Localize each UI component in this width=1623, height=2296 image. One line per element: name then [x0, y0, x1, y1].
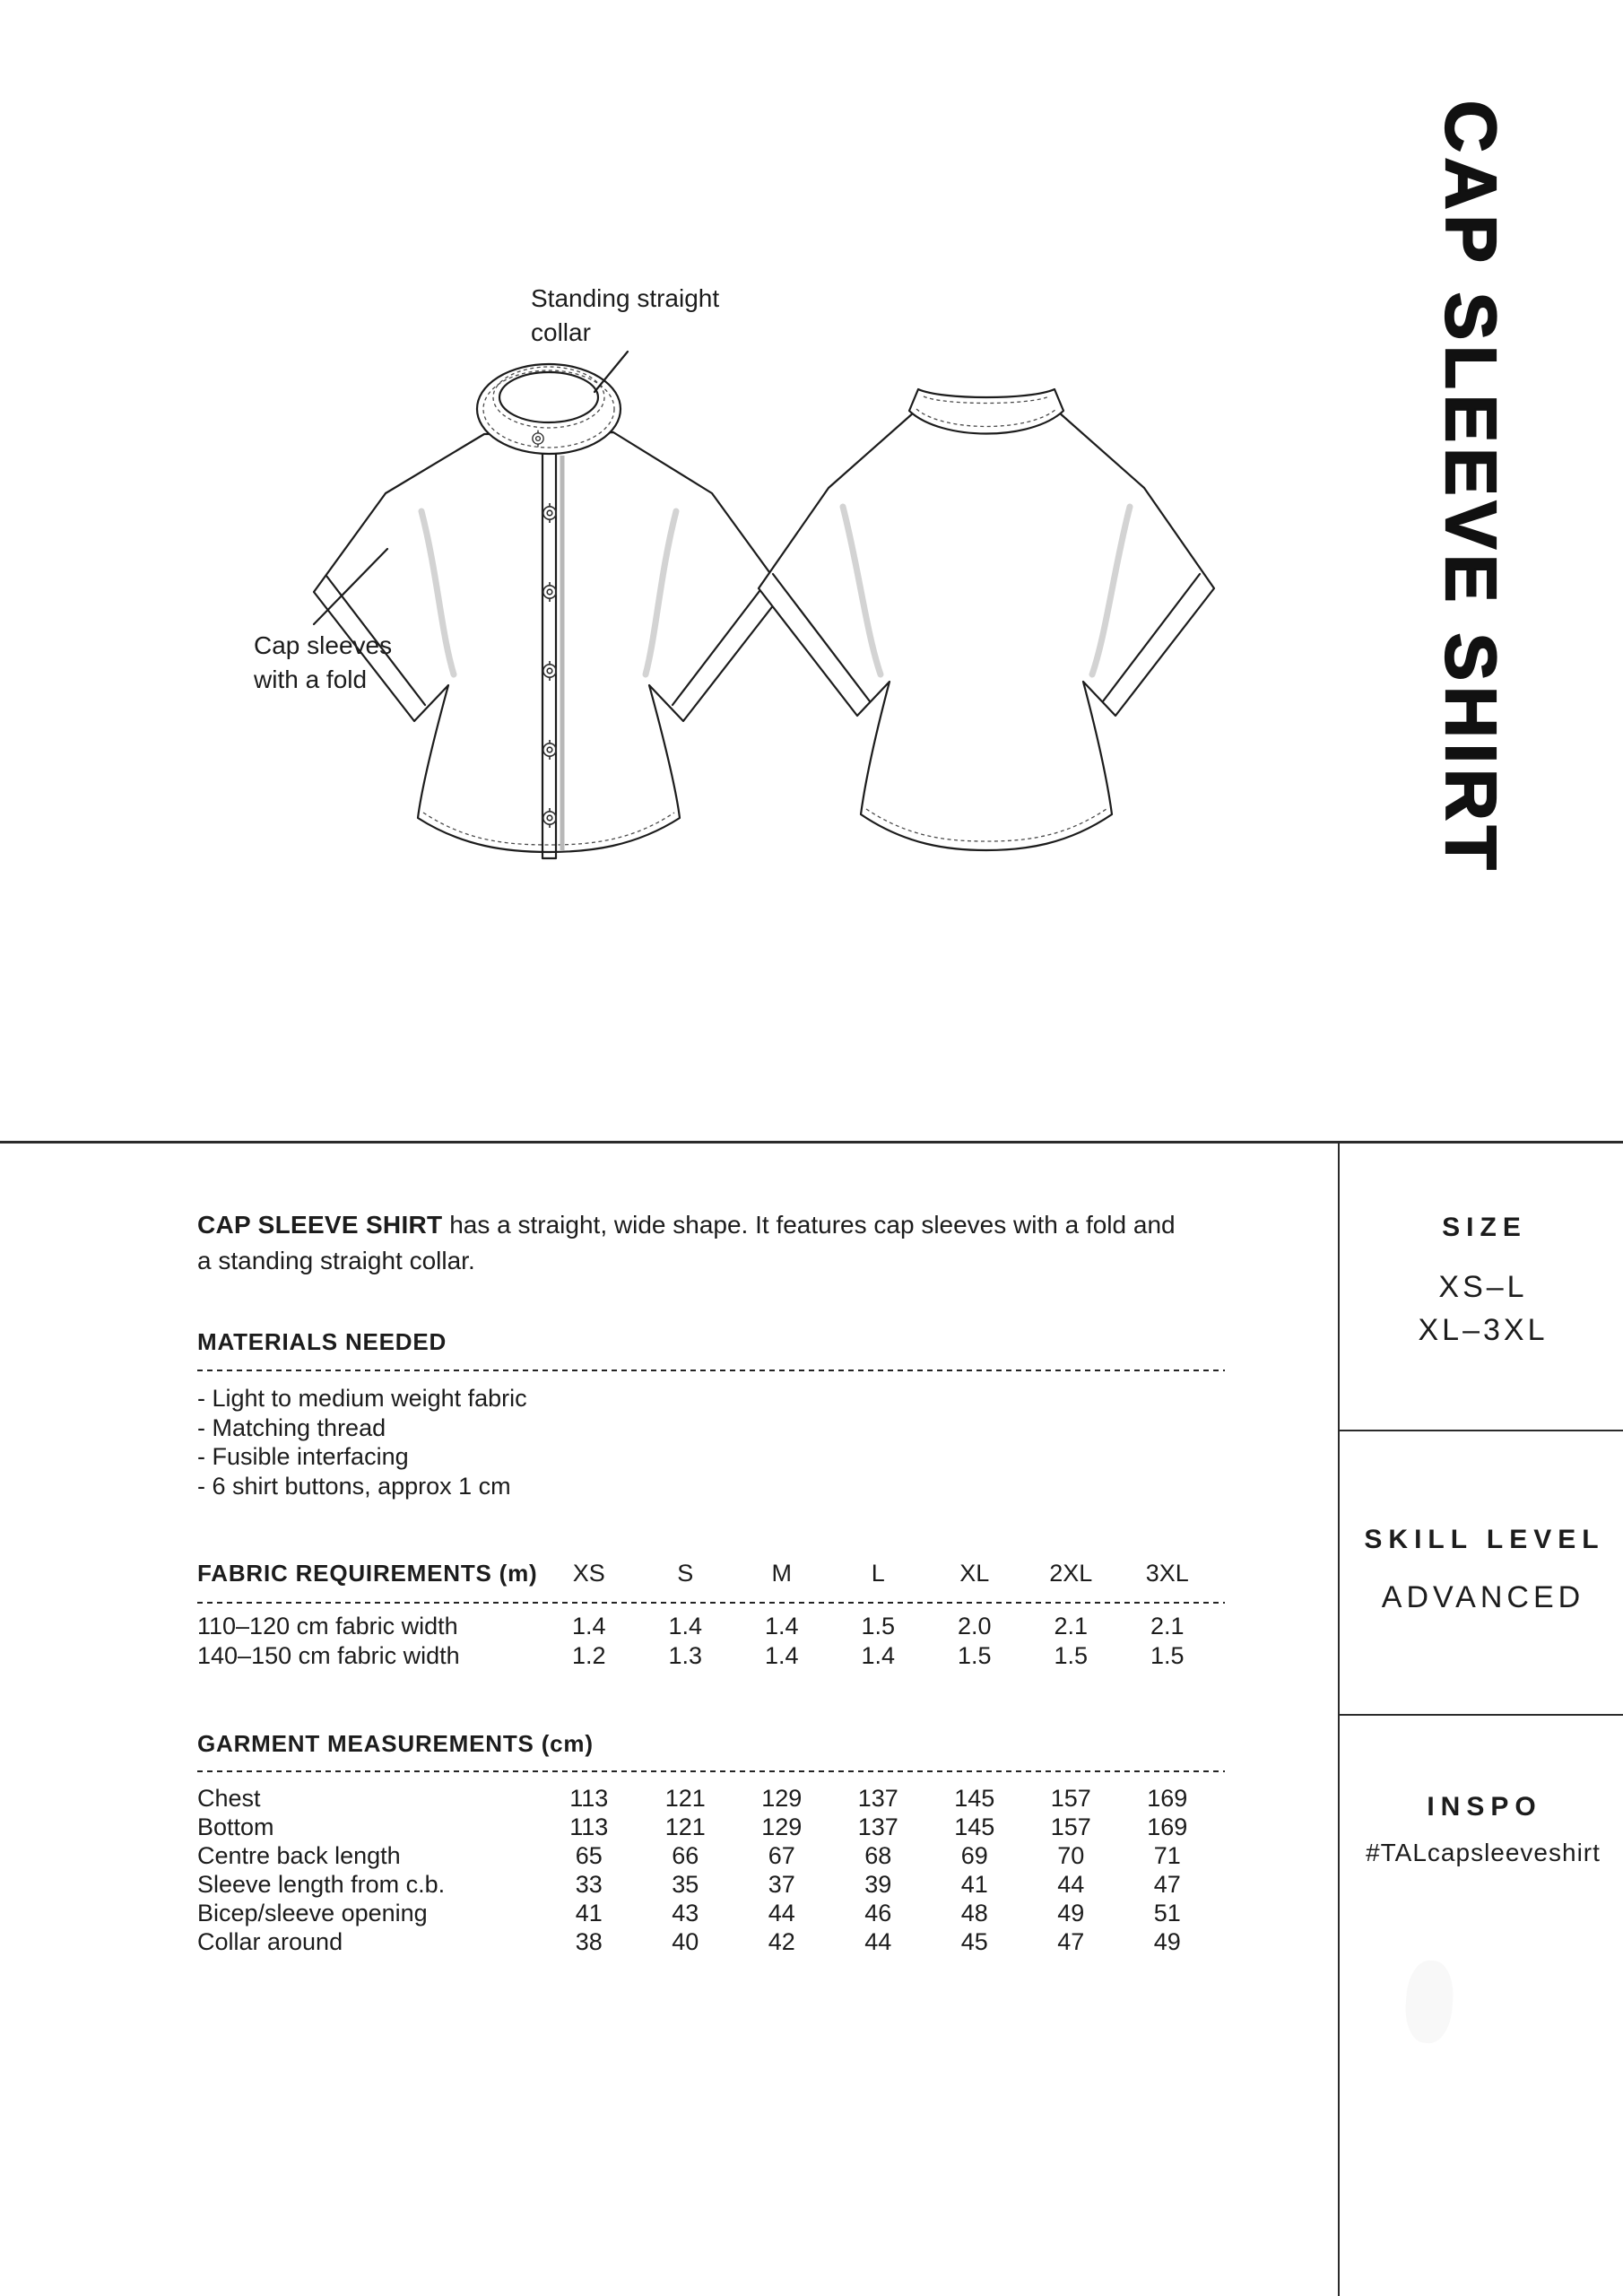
row-value: 67 [768, 1841, 795, 1869]
description-line1-rest: has a straight, wide shape. It features cap sleeves with a fold and [442, 1211, 1176, 1239]
dashed-divider-garment [197, 1770, 1225, 1772]
row-value: 38 [575, 1927, 603, 1955]
row-value: 42 [768, 1927, 795, 1955]
row-value: 40 [672, 1927, 699, 1955]
collar-annotation-line2: collar [531, 318, 591, 346]
sleeve-annotation-line2: with a fold [254, 665, 368, 693]
materials-item: - Matching thread [197, 1413, 386, 1441]
row-label: Bottom [197, 1813, 274, 1840]
row-value: 169 [1147, 1784, 1188, 1812]
dashed-divider-materials [197, 1370, 1225, 1371]
measurement-row [197, 1927, 1225, 1956]
shirt-technical-drawing [0, 0, 1623, 1143]
size-range-1: XS–L [1438, 1270, 1528, 1304]
back-body-outline [759, 405, 1214, 850]
description-line2: a standing straight collar. [197, 1247, 475, 1274]
inspo-hashtag: #TALcapsleeveshirt [1366, 1839, 1601, 1866]
row-value: 1.4 [764, 1613, 799, 1639]
row-label: Collar around [197, 1927, 343, 1955]
collar-annotation [531, 282, 719, 350]
size-range-2: XL–3XL [1418, 1313, 1549, 1347]
row-value: 65 [575, 1841, 603, 1869]
row-value: 129 [761, 1784, 803, 1812]
row-value: 71 [1153, 1841, 1181, 1869]
row-value: 66 [672, 1841, 699, 1869]
row-value: 44 [1057, 1870, 1085, 1898]
size-column-header: 3XL [1145, 1560, 1189, 1587]
row-label: 140–150 cm fabric width [197, 1642, 460, 1669]
materials-item: - Fusible interfacing [197, 1443, 409, 1470]
pattern-description [197, 1207, 1255, 1279]
row-value: 1.3 [668, 1642, 703, 1669]
row-value: 2.1 [1150, 1613, 1185, 1639]
row-value: 137 [857, 1813, 898, 1840]
row-value: 39 [864, 1870, 892, 1898]
materials-list [197, 1384, 527, 1500]
dashed-divider-fabric [197, 1602, 1225, 1604]
description-line1 [197, 1207, 1255, 1243]
row-value: 69 [960, 1841, 988, 1869]
size-column-header: XS [572, 1560, 605, 1587]
row-value: 121 [664, 1784, 706, 1812]
row-value: 41 [575, 1899, 603, 1926]
shirt-front-view [314, 364, 784, 858]
measurement-row [197, 1813, 1225, 1841]
row-value: 1.4 [668, 1613, 703, 1639]
row-value: 1.4 [861, 1642, 896, 1669]
materials-item: - 6 shirt buttons, approx 1 cm [197, 1472, 511, 1500]
measurement-row [197, 1870, 1225, 1899]
sidebar-divider-2 [1340, 1714, 1623, 1716]
faint-watermark [1403, 1959, 1455, 2044]
front-standing-collar [477, 364, 621, 454]
row-value: 113 [569, 1784, 609, 1812]
row-value: 1.4 [764, 1642, 799, 1669]
fabric-requirements-table [197, 1612, 1225, 1671]
garment-measurements-table [197, 1784, 1225, 1956]
row-value: 137 [857, 1784, 898, 1812]
row-value: 43 [672, 1899, 699, 1926]
measurement-row [197, 1841, 1225, 1870]
measurement-row [197, 1784, 1225, 1813]
size-column-header: M [771, 1560, 792, 1587]
row-value: 49 [1057, 1899, 1085, 1926]
inspo-heading: INSPO [1427, 1792, 1542, 1822]
fabric-row [197, 1641, 1225, 1671]
sidebar-divider-1 [1340, 1430, 1623, 1431]
skill-level-heading: SKILL LEVEL [1364, 1525, 1605, 1554]
row-label: Bicep/sleeve opening [197, 1899, 428, 1926]
row-value: 45 [960, 1927, 988, 1955]
row-value: 47 [1057, 1927, 1085, 1955]
collar-annotation-line1: Standing straight [531, 284, 720, 312]
row-value: 1.5 [861, 1613, 896, 1639]
row-value: 1.5 [957, 1642, 992, 1669]
pattern-name-bold: CAP SLEEVE SHIRT [197, 1211, 443, 1239]
row-value: 70 [1057, 1841, 1085, 1869]
measurement-row [197, 1899, 1225, 1927]
row-value: 49 [1153, 1927, 1181, 1955]
row-value: 1.4 [571, 1613, 606, 1639]
row-value: 68 [864, 1841, 892, 1869]
sleeve-annotation-line1: Cap sleeves [254, 631, 393, 659]
row-value: 33 [575, 1870, 603, 1898]
row-value: 157 [1050, 1784, 1091, 1812]
row-value: 145 [954, 1813, 995, 1840]
fabric-requirements-title: FABRIC REQUIREMENTS (m) [197, 1560, 538, 1587]
row-value: 44 [768, 1899, 795, 1926]
row-value: 1.5 [1150, 1642, 1185, 1669]
row-value: 157 [1050, 1813, 1091, 1840]
row-label: 110–120 cm fabric width [197, 1613, 458, 1639]
shirt-back-view [759, 389, 1214, 850]
row-value: 35 [672, 1870, 699, 1898]
fabric-requirements-header [197, 1560, 1225, 1587]
size-column-header: S [677, 1560, 694, 1587]
garment-measurements-heading: GARMENT MEASUREMENTS (cm) [197, 1730, 594, 1757]
sleeve-annotation [254, 629, 392, 697]
row-value: 1.5 [1054, 1642, 1089, 1669]
materials-heading: MATERIALS NEEDED [197, 1328, 447, 1355]
size-column-header: L [871, 1560, 885, 1587]
row-label: Chest [197, 1784, 261, 1812]
size-column-header: 2XL [1049, 1560, 1093, 1587]
row-value: 169 [1147, 1813, 1188, 1840]
materials-item: - Light to medium weight fabric [197, 1385, 527, 1412]
skill-level-value: ADVANCED [1381, 1580, 1585, 1614]
size-column-header: XL [959, 1560, 990, 1587]
row-value: 44 [864, 1927, 892, 1955]
row-value: 1.2 [571, 1642, 606, 1669]
row-value: 41 [960, 1870, 988, 1898]
size-heading: SIZE [1442, 1213, 1527, 1242]
row-value: 145 [954, 1784, 995, 1812]
row-value: 2.0 [957, 1613, 992, 1639]
row-value: 2.1 [1054, 1613, 1089, 1639]
fabric-row [197, 1612, 1225, 1641]
row-value: 121 [664, 1813, 706, 1840]
row-value: 37 [768, 1870, 795, 1898]
row-value: 47 [1153, 1870, 1181, 1898]
row-value: 129 [761, 1813, 803, 1840]
main-horizontal-divider [0, 1141, 1623, 1144]
page-title: CAP SLEEVE SHIRT [1431, 100, 1511, 875]
row-value: 113 [569, 1813, 609, 1840]
row-value: 51 [1153, 1899, 1181, 1926]
row-label: Centre back length [197, 1841, 401, 1869]
row-value: 46 [864, 1899, 892, 1926]
row-label: Sleeve length from c.b. [197, 1870, 446, 1898]
row-value: 48 [960, 1899, 988, 1926]
